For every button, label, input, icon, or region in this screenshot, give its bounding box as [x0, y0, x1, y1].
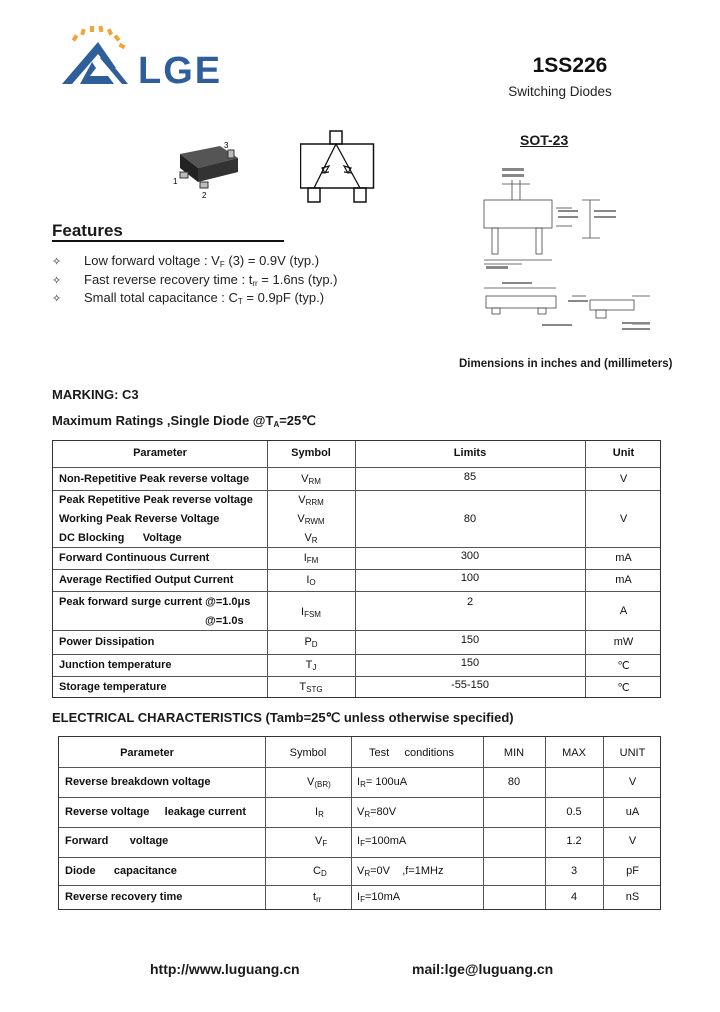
header-test-conditions: Test conditions	[369, 747, 454, 759]
param-cell: Forward Continuous Current	[59, 552, 210, 564]
symbol-cell: $V_{RWM}$	[297, 513, 325, 526]
symbol-cell: $T_J$	[305, 659, 317, 672]
marking-code: MARKING: C3	[52, 387, 139, 402]
param-cell: Reverse recovery time	[65, 891, 183, 903]
header-parameter: Parameter	[120, 747, 174, 759]
limit-cell: 2	[466, 596, 474, 608]
header-symbol: Symbol	[291, 447, 331, 459]
min-cell: 80	[507, 776, 521, 788]
header-symbol: Symbol	[289, 747, 327, 759]
symbol-cell: $I_O$	[306, 574, 316, 587]
pin-label-1: 1	[173, 177, 178, 186]
part-subtitle: Switching Diodes	[508, 84, 612, 99]
feature-item: ✧ Fast reverse recovery time : $t_{rr} = 1.6ns$ (typ.)	[52, 272, 338, 288]
unit-cell: uA	[625, 806, 640, 818]
unit-cell: ℃	[617, 660, 630, 672]
symbol-cell: $I_{FSM}$	[301, 606, 321, 619]
limit-cell: 150	[460, 634, 480, 646]
pin-label-3: 3	[224, 141, 229, 150]
feature-item: ✧ Low forward voltage : $V_F$ (3) = 0.9V (typ.)	[52, 253, 320, 269]
condition-cell: $V_R=0V$ ,f=1MHz	[357, 865, 444, 878]
unit-cell: mA	[615, 574, 632, 586]
condition-cell: $I_R= 100uA$	[357, 776, 408, 789]
param-cell: Peak Repetitive Peak reverse voltage	[59, 494, 253, 506]
symbol-cell: $V_{RRM}$	[298, 494, 324, 507]
param-cell: Junction temperature	[59, 659, 172, 671]
max-cell: 4	[570, 891, 578, 903]
limit-cell: -55-150	[451, 679, 489, 691]
param-cell: DC Blocking Voltage	[59, 532, 182, 544]
lge-logo-mark	[58, 22, 138, 92]
header-unit: Unit	[612, 447, 635, 459]
unit-cell: nS	[625, 891, 640, 903]
param-cell: Working Peak Reverse Voltage	[59, 513, 220, 525]
header-limits: Limits	[453, 447, 487, 459]
limit-cell: 85	[463, 471, 477, 483]
param-cell: Peak forward surge current @=1.0μs	[59, 596, 251, 608]
limit-cell: 80	[463, 513, 477, 525]
header-unit: UNIT	[619, 747, 646, 759]
header-max: MAX	[562, 747, 586, 759]
brand-name: LGE	[138, 50, 223, 92]
symbol-cell: $T_{STG}$	[299, 681, 323, 694]
dimension-drawing	[472, 160, 672, 335]
param-cell: Reverse breakdown voltage	[65, 776, 211, 788]
symbol-cell: $I_{FM}$	[303, 552, 319, 565]
max-cell: 1.2	[566, 835, 582, 847]
max-ratings-title: Maximum Ratings ,Single Diode $@T_A=25℃$	[52, 413, 316, 429]
param-cell: Forward voltage	[65, 835, 169, 847]
param-cell: Diode capacitance	[65, 865, 177, 877]
unit-cell: A	[619, 605, 628, 617]
param-cell: Non-Repetitive Peak reverse voltage	[59, 473, 250, 485]
diamond-bullet-icon: ✧	[52, 275, 62, 287]
electrical-title: ELECTRICAL CHARACTERISTICS (Tamb=25℃ unless otherwise specified)	[52, 710, 514, 725]
param-cell: Storage temperature	[59, 681, 167, 693]
symbol-cell: $t_{rr}$	[313, 891, 322, 904]
unit-cell: V	[628, 835, 637, 847]
symbol-cell: $V_R$	[304, 532, 318, 545]
email-link[interactable]: mail:lge@luguang.cn	[412, 961, 554, 977]
header-parameter: Parameter	[133, 447, 187, 459]
symbol-cell: $P_D$	[304, 636, 318, 649]
max-ratings-table	[52, 440, 661, 698]
feature-item: ✧ Small total capacitance : $C_T = 0.9pF$ (typ.)	[52, 290, 325, 306]
package-title: SOT-23	[520, 132, 569, 148]
max-cell: 0.5	[566, 806, 582, 818]
condition-cell: $I_F=100mA$	[357, 835, 407, 848]
symbol-cell: $C_D$	[313, 865, 327, 878]
unit-cell: V	[628, 776, 637, 788]
website-link[interactable]: http://www.luguang.cn	[150, 961, 300, 977]
condition-cell: $I_F=10mA$	[357, 891, 401, 904]
electrical-table	[58, 736, 661, 910]
symbol-cell: $I_R$	[315, 806, 324, 819]
limit-cell: 100	[460, 572, 480, 584]
param-cell: @=1.0s	[205, 615, 244, 627]
symbol-cell: $V_F$	[315, 835, 328, 848]
unit-cell: mW	[613, 636, 634, 648]
limit-cell: 300	[460, 550, 480, 562]
condition-cell: $V_R=80V$	[357, 806, 397, 819]
features-underline	[52, 240, 284, 242]
package-illustration	[168, 136, 248, 204]
unit-cell: mA	[615, 552, 632, 564]
unit-cell: ℃	[617, 682, 630, 694]
max-cell: 3	[570, 865, 578, 877]
unit-cell: pF	[626, 865, 639, 877]
unit-cell: V	[619, 473, 628, 485]
symbol-cell: $V_{(BR)}$	[307, 776, 331, 789]
header-min: MIN	[503, 747, 525, 759]
diamond-bullet-icon: ✧	[52, 256, 62, 268]
diamond-bullet-icon: ✧	[52, 293, 62, 305]
pin-label-2: 2	[202, 191, 207, 200]
unit-cell: V	[619, 513, 628, 525]
part-number: 1SS226	[532, 54, 608, 77]
param-cell: Average Rectified Output Current	[59, 574, 234, 586]
param-cell: Reverse voltage leakage current	[65, 806, 246, 818]
diode-schematic	[300, 130, 376, 208]
param-cell: Power Dissipation	[59, 636, 155, 648]
limit-cell: 150	[460, 657, 480, 669]
features-title: Features	[52, 221, 123, 240]
dimensions-note: Dimensions in inches and (millimeters)	[459, 358, 673, 370]
symbol-cell: $V_{RM}$	[301, 473, 321, 486]
